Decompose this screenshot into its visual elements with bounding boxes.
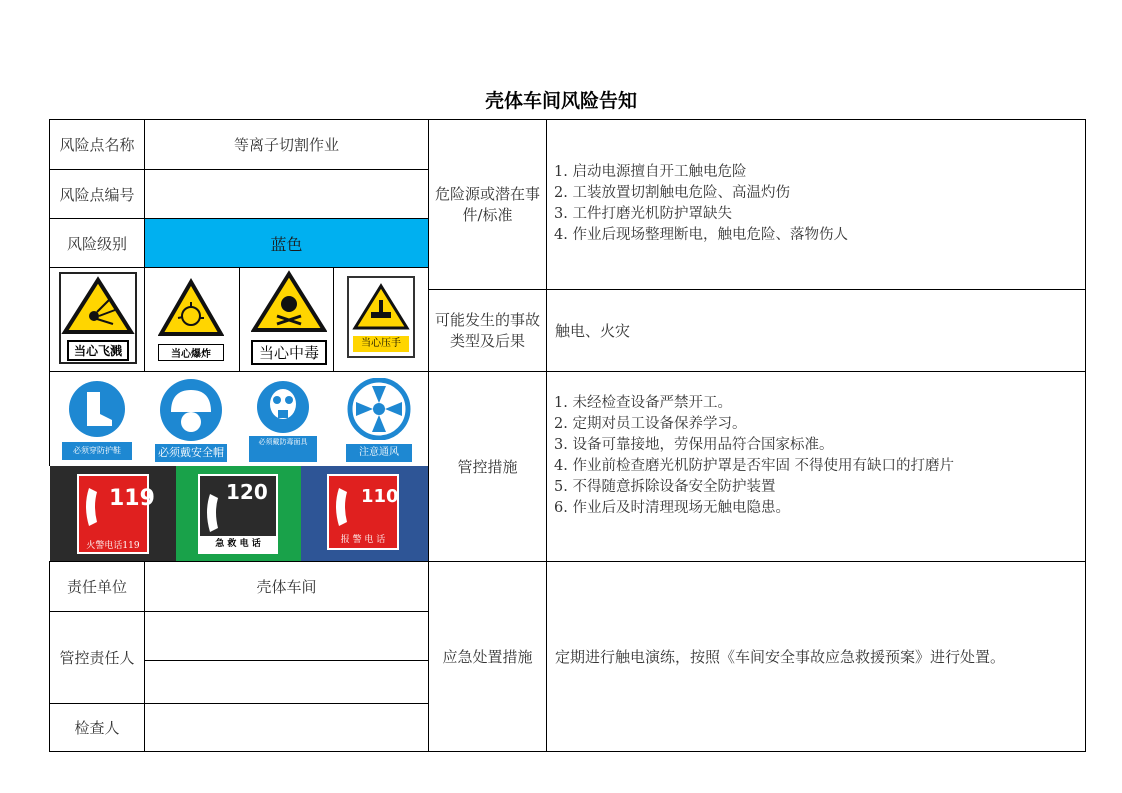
sign-label: 当心爆炸 [158, 344, 224, 361]
explosion-warning-icon [158, 278, 224, 338]
hazard-source-label: 危险源或潜在事件/标准 [428, 119, 546, 289]
control-person-value-1 [144, 611, 428, 660]
caution-poison-sign [251, 270, 327, 365]
sign-label: 必须戴安全帽 [155, 444, 227, 462]
hazard-item: 4. 作业后现场整理断电，触电危险、落物伤人 [554, 227, 848, 243]
caution-explosion-sign [158, 278, 224, 366]
measure-item: 1. 未经检查设备严禁开工。 [554, 395, 732, 411]
measure-item: 5. 不得随意拆除设备安全防护装置 [554, 479, 776, 495]
control-measures-label: 管控措施 [428, 371, 546, 561]
caution-pinch-sign [347, 276, 415, 358]
must-wear-gas-mask-sign [249, 378, 317, 464]
sign-label: 当心飞溅 [67, 340, 129, 361]
inspector-label: 检查人 [49, 703, 144, 752]
sign-label: 当心中毒 [251, 340, 327, 365]
measures-list [546, 393, 954, 519]
hazard-item: 1. 启动电源擅自开工触电危险 [554, 164, 747, 180]
boots-icon [62, 378, 132, 440]
ventilation-sign [346, 378, 412, 464]
control-person-label: 管控责任人 [49, 611, 144, 703]
risk-code-label: 风险点编号 [49, 169, 144, 218]
caution-splash-sign [59, 272, 137, 364]
responsible-unit-label: 责任单位 [49, 561, 144, 611]
gas-mask-icon [249, 378, 317, 436]
page-title: 壳体车间风险告知 [484, 90, 637, 112]
risk-code-value [144, 169, 428, 218]
fan-icon [346, 378, 412, 440]
medical-emergency-phone-sign [176, 466, 301, 561]
emergency-label: 应急处置措施 [428, 561, 546, 752]
sign-label: 必须穿防护鞋 [62, 442, 132, 460]
hazard-list [546, 162, 848, 246]
must-wear-helmet-sign [155, 378, 227, 464]
sign-label: 必须戴防毒面具 [249, 436, 317, 462]
possible-accident-label: 可能发生的事故类型及后果 [428, 289, 546, 371]
splash-warning-icon [61, 276, 135, 336]
inspector-value [144, 703, 428, 752]
control-person-value-2 [144, 660, 428, 703]
sign-label: 急 救 电 话 [200, 536, 276, 552]
risk-name-value: 等离子切割作业 [144, 119, 428, 169]
measure-item: 4. 作业前检查磨光机防护罩是否牢固 不得使用有缺口的打磨片 [554, 458, 955, 474]
measure-item: 2. 定期对员工设备保养学习。 [554, 416, 747, 432]
sign-label: 当心压手 [353, 336, 409, 352]
measure-item: 6. 作业后及时清理现场无触电隐患。 [554, 500, 790, 516]
possible-accident-value: 触电、火灾 [546, 289, 1086, 371]
hazard-item: 3. 工件打磨光机防护罩缺失 [554, 206, 732, 222]
fire-alarm-phone-sign [50, 466, 176, 561]
measure-item: 3. 设备可靠接地，劳保用品符合国家标准。 [554, 437, 834, 453]
risk-level-label: 风险级别 [49, 218, 144, 267]
responsible-unit-value: 壳体车间 [144, 561, 428, 611]
sign-label: 火警电话119 [86, 541, 140, 551]
emergency-number: 110 [361, 486, 399, 507]
skull-warning-icon [251, 270, 327, 334]
sign-label: 报 警 电 话 [340, 535, 386, 545]
sign-label: 注意通风 [346, 444, 412, 462]
police-phone-sign [301, 466, 428, 561]
must-wear-boots-sign [62, 378, 132, 462]
helmet-icon [155, 378, 227, 442]
phone-icon [333, 484, 363, 530]
emergency-number: 119 [109, 486, 155, 511]
risk-level-badge: 蓝色 [144, 218, 428, 267]
hand-crush-warning-icon [349, 280, 413, 332]
emergency-number: 120 [226, 480, 268, 504]
emergency-value: 定期进行触电演练，按照《车间安全事故应急救援预案》进行处置。 [546, 561, 1086, 752]
hazard-item: 2. 工装放置切割触电危险、高温灼伤 [554, 185, 790, 201]
risk-name-label: 风险点名称 [49, 119, 144, 169]
